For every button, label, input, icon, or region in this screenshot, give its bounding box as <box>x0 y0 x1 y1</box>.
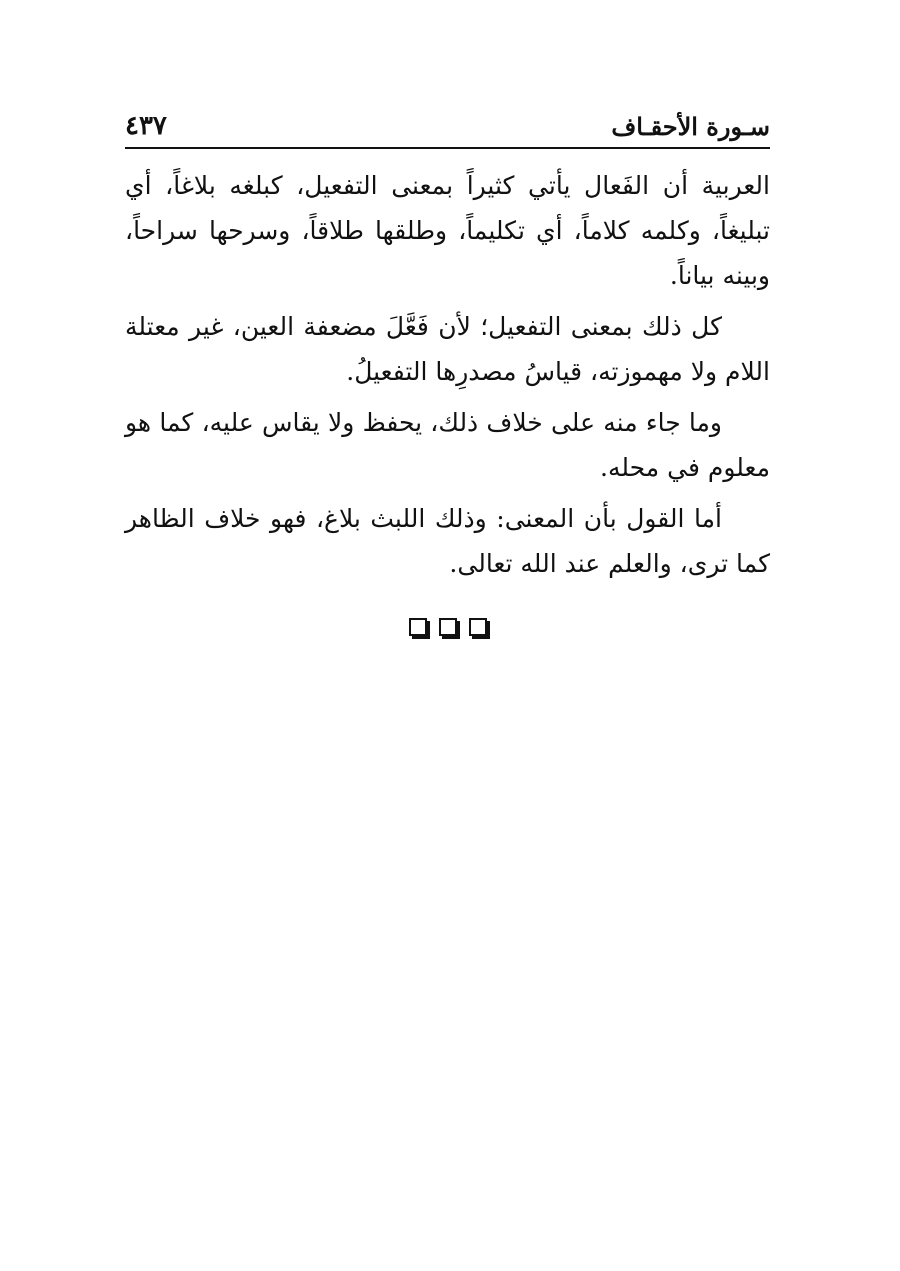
paragraph: أما القول بأن المعنى: وذلك اللبث بلاغ، فهو خلاف الظاهر كما ترى، والعلم عند الله تعالى. <box>125 504 770 578</box>
paragraph: وما جاء منه على خلاف ذلك، يحفظ ولا يقاس عليه، كما هو معلوم في محله. <box>125 408 770 482</box>
section-end-ornament <box>125 618 770 636</box>
page-number: ٤٣٧ <box>125 111 167 141</box>
square-ornament-icon <box>439 618 457 636</box>
surah-title: سـورة الأحقـاف <box>611 112 770 141</box>
running-header <box>125 105 770 149</box>
book-page <box>125 105 770 636</box>
square-ornament-icon <box>409 618 427 636</box>
body-text <box>125 163 770 586</box>
paragraph: العربية أن الفَعال يأتي كثيراً بمعنى التفعيل، كبلغه بلاغاً، أي تبليغاً، وكلمه كلاماً، أي تكليماً، وطلقها طلاقاً، وسرحها سراحاً، وبينه بياناً. <box>125 171 770 290</box>
square-ornament-icon <box>469 618 487 636</box>
paragraph: كل ذلك بمعنى التفعيل؛ لأن فَعَّلَ مضعفة العين، غير معتلة اللام ولا مهموزته، قياسُ مصدرِها التفعيلُ. <box>125 312 770 386</box>
